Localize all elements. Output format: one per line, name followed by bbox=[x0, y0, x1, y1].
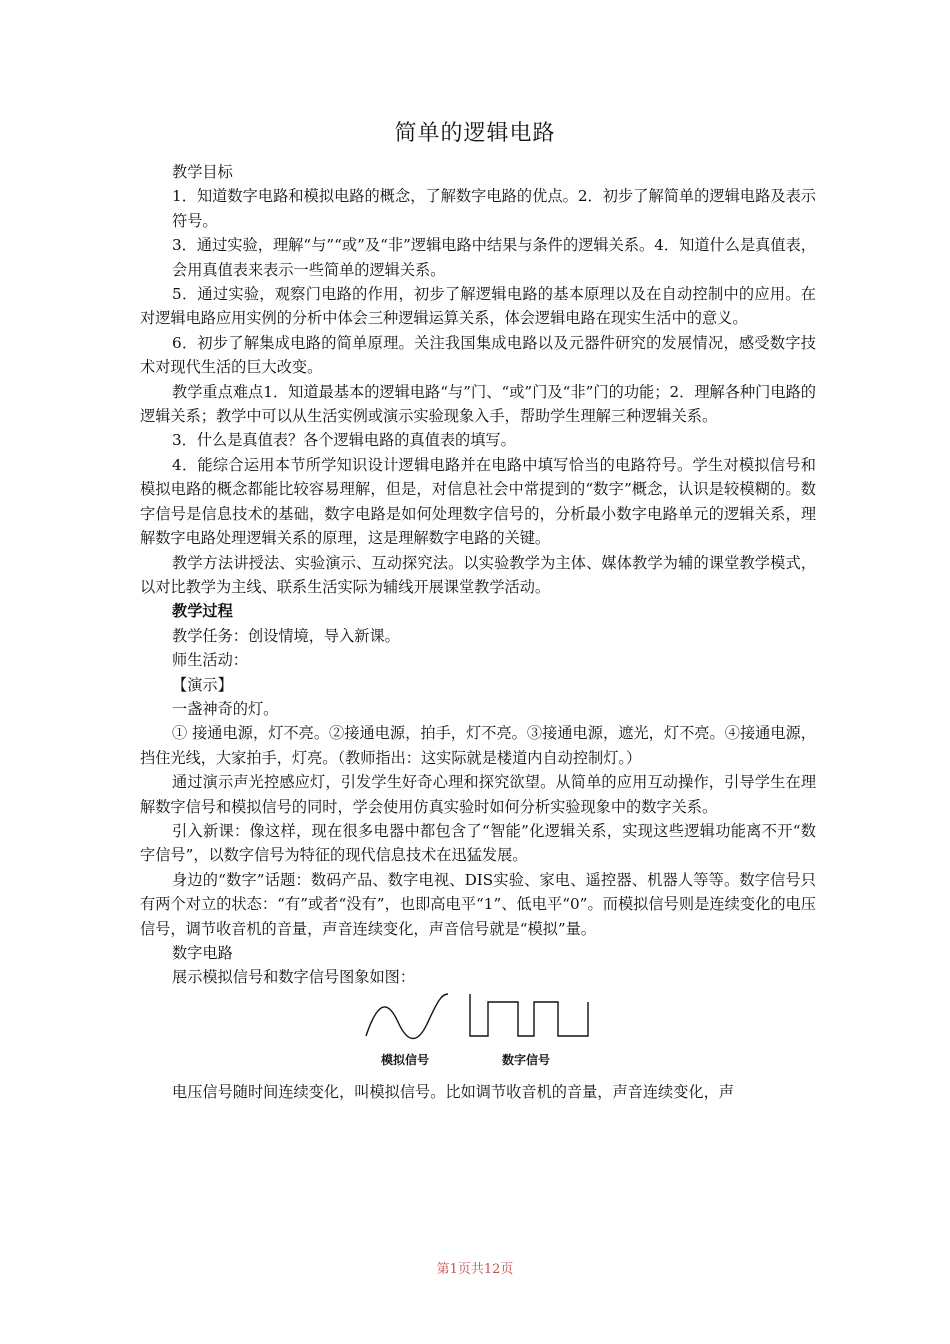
paragraph: 教学任务：创设情境，导入新课。 bbox=[172, 626, 400, 645]
signal-waveforms bbox=[362, 992, 602, 1052]
page-title: 简单的逻辑电路 bbox=[394, 121, 556, 146]
paragraph: 电压信号随时间连续变化，叫模拟信号。比如调节收音机的音量，声音连续变化，声 bbox=[172, 1082, 734, 1101]
page-footer: 第1页共12页 bbox=[436, 1262, 514, 1277]
paragraph: 1．知道数字电路和模拟电路的概念，了解数字电路的优点。2．初步了解简单的逻辑电路及表示符号。 bbox=[172, 187, 816, 230]
paragraph: ① 接通电源，灯不亮。②接通电源，拍手，灯不亮。③接通电源，遮光，灯不亮。④接通电源，挡住光线，大家拍手，灯亮。（教师指出：这实际就是楼道内自动控制灯。） bbox=[140, 724, 816, 767]
paragraph: 身边的“数字”话题：数码产品、数字电视、DIS实验、家电、遥控器、机器人等等。数字信号只有两个对立的状态：“有”或者“没有”，也即高电平“1”、低电平“0”。而模拟信号则是连续变化的电压信号，调节收音机的音量，声音连续变化，声音信号就是“模拟”量。 bbox=[140, 870, 816, 938]
paragraph: 展示模拟信号和数字信号图象如图： bbox=[172, 968, 415, 987]
digital-wave bbox=[470, 994, 588, 1036]
paragraph: 通过演示声光控感应灯，引发学生好奇心理和探究欲望。从简单的应用互动操作，引导学生在理解数字信号和模拟信号的同时，学会使用仿真实验时如何分析实验现象中的数字关系。 bbox=[140, 773, 816, 816]
document-body bbox=[140, 160, 816, 1104]
paragraph: 6．初步了解集成电路的简单原理。关注我国集成电路以及元器件研究的发展情况，感受数字技术对现代生活的巨大改变。 bbox=[140, 333, 816, 377]
paragraph: 一盏神奇的灯。 bbox=[172, 699, 279, 718]
paragraph: 4．能综合运用本节所学知识设计逻辑电路并在电路中填写恰当的电路符号。学生对模拟信号和模拟电路的概念都能比较容易理解，但是，对信息社会中常提到的“数字”概念，认识是较模糊的。数字信号是信息技术的基础，数字电路是如何处理数字信号的，分析最小数字电路单元的逻辑关系，理解数字电路处理逻辑关系的原理，这是理解数字电路的关键。 bbox=[140, 455, 816, 548]
analog-wave bbox=[366, 994, 448, 1039]
paragraph: 5．通过实验，观察门电路的作用，初步了解逻辑电路的基本原理以及在自动控制中的应用。在对逻辑电路应用实例的分析中体会三种逻辑运算关系，体会逻辑电路在现实生活中的意义。 bbox=[140, 285, 816, 328]
section-heading-process: 教学过程 bbox=[172, 602, 233, 621]
signal-figure bbox=[140, 992, 816, 1072]
paragraph: 教学重点难点1．知道最基本的逻辑电路“与”门、“或”门及“非”门的功能；2．理解各种门电路的逻辑关系；教学中可以从生活实例或演示实验现象入手，帮助学生理解三种逻辑关系。 bbox=[140, 382, 816, 426]
paragraph: 3．通过实验，理解“与”“或”及“非”逻辑电路中结果与条件的逻辑关系。4．知道什么是真值表，会用真值表来表示一些简单的逻辑关系。 bbox=[172, 236, 816, 279]
paragraph: 3．什么是真值表？各个逻辑电路的真值表的填写。 bbox=[172, 431, 516, 450]
paragraph: 教学方法讲授法、实验演示、互动探究法。以实验教学为主体、媒体教学为辅的课堂教学模式，以对比教学为主线、联系生活实际为辅线开展课堂教学活动。 bbox=[140, 553, 816, 596]
paragraph: 引入新课：像这样，现在很多电器中都包含了“智能”化逻辑关系，实现这些逻辑功能离不开“数字信号”，以数字信号为特征的现代信息技术在迅猛发展。 bbox=[140, 821, 816, 865]
analog-signal-label: 模拟信号 bbox=[381, 1052, 430, 1067]
digital-signal-label: 数字信号 bbox=[502, 1052, 551, 1067]
paragraph: 数字电路 bbox=[172, 944, 233, 962]
paragraph: 师生活动： bbox=[172, 651, 248, 670]
paragraph: 【演示】 bbox=[172, 675, 233, 694]
section-heading-objectives: 教学目标 bbox=[172, 163, 233, 181]
